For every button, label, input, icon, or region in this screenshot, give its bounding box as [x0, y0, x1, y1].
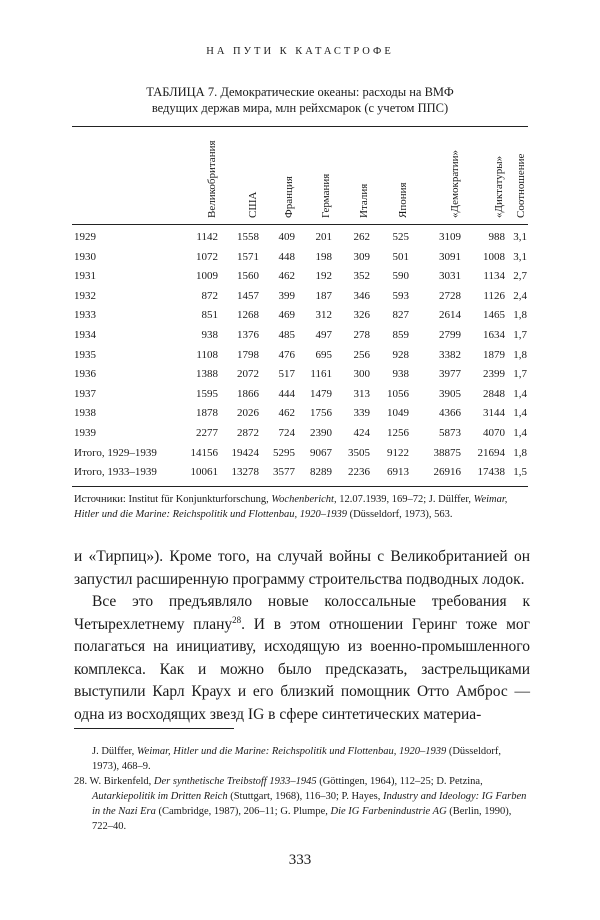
footnote-rule	[74, 728, 234, 729]
table-cell-japan: 501	[392, 250, 409, 263]
table-cell-ratio: 1,5	[513, 466, 527, 479]
column-header-japan: Япония	[397, 182, 409, 218]
column-header-germany: Германия	[320, 173, 332, 218]
table-cell-italy: 262	[353, 231, 370, 243]
table-cell-ratio: 1,4	[513, 427, 527, 439]
body-text	[74, 546, 530, 726]
column-header-uk: Великобритания	[206, 140, 218, 218]
table-cell-france: 724	[278, 427, 295, 439]
table-cell-ratio: 3,1	[513, 250, 527, 263]
table-cell-dictatorships: 3144	[483, 407, 505, 420]
table-cell-france: 462	[278, 270, 295, 283]
table-cell-japan: 1256	[387, 427, 409, 439]
table-cell-dictatorships: 21694	[477, 446, 505, 459]
table-cell-italy: 313	[353, 387, 370, 400]
table-row-label: Итого, 1929–1939	[74, 446, 157, 459]
table-cell-uk: 1142	[196, 231, 218, 243]
table-row-label: 1936	[74, 368, 96, 381]
column-header-italy: Италия	[358, 183, 370, 218]
table-cell-uk: 938	[201, 329, 218, 341]
table-cell-democracies: 3091	[439, 250, 461, 263]
table-cell-democracies: 26916	[433, 466, 461, 479]
table-cell-dictatorships: 4070	[483, 427, 505, 439]
table-cell-uk: 14156	[190, 446, 218, 459]
table-cell-ratio: 1,8	[513, 309, 527, 322]
paragraph-1: и «Тирпиц»). Кроме того, на случай войны с Великобританией он запустил расширенную программу строительства подводных лодок.	[74, 548, 530, 588]
table-cell-italy: 278	[353, 329, 370, 341]
table-row-label: Итого, 1933–1939	[74, 466, 157, 479]
table-cell-ratio: 1,8	[513, 446, 527, 459]
table-cell-ratio: 3,1	[513, 231, 527, 243]
table-caption-line-1: ТАБЛИЦА 7. Демократические океаны: расходы на ВМФ	[146, 85, 454, 99]
table-bottom-rule	[72, 486, 528, 487]
table-cell-france: 399	[278, 289, 295, 302]
table-cell-democracies: 2799	[439, 329, 461, 341]
running-head: НА ПУТИ К КАТАСТРОФЕ	[206, 46, 394, 57]
table-cell-germany: 695	[315, 348, 332, 361]
table-cell-ratio: 1,8	[513, 348, 527, 361]
table-cell-democracies: 3977	[439, 368, 461, 381]
table-cell-germany: 497	[315, 329, 332, 341]
table-cell-uk: 1108	[196, 348, 218, 361]
table-cell-italy: 326	[353, 309, 370, 322]
table-cell-usa: 1560	[237, 270, 259, 283]
footnotes	[74, 744, 530, 834]
table-cell-france: 409	[278, 231, 295, 243]
table-cell-japan: 928	[392, 348, 409, 361]
table-cell-dictatorships: 1126	[483, 289, 505, 302]
table-row-label: 1939	[74, 427, 96, 439]
table-cell-japan: 938	[392, 368, 409, 381]
table-cell-france: 462	[278, 407, 295, 420]
table-row-label: 1934	[74, 329, 96, 341]
table-cell-ratio: 2,7	[513, 270, 527, 283]
table-cell-germany: 2390	[310, 427, 332, 439]
table-cell-germany: 201	[315, 231, 332, 243]
table-cell-uk: 1595	[196, 387, 218, 400]
table-cell-japan: 859	[392, 329, 409, 341]
table-cell-usa: 1457	[237, 289, 259, 302]
table-cell-japan: 593	[392, 289, 409, 302]
sources-work-1: Wochenbericht	[271, 494, 334, 505]
table-top-rule	[72, 126, 528, 127]
column-header-ratio: Соотношение	[515, 153, 527, 218]
table-cell-democracies: 3031	[439, 270, 461, 283]
table-cell-uk: 10061	[190, 466, 218, 479]
table-cell-japan: 1056	[387, 387, 409, 400]
table-cell-japan: 6913	[387, 466, 409, 479]
table-cell-italy: 346	[353, 289, 370, 302]
table-cell-japan: 827	[392, 309, 409, 322]
table-cell-germany: 187	[315, 289, 332, 302]
table-row-label: 1933	[74, 309, 96, 322]
table-cell-germany: 1161	[310, 368, 332, 381]
table-row-label: 1931	[74, 270, 96, 283]
table-cell-uk: 2277	[196, 427, 218, 439]
table-cell-japan: 9122	[387, 446, 409, 459]
table-row-label: 1930	[74, 250, 96, 263]
table-cell-germany: 312	[315, 309, 332, 322]
column-header-dictatorships: «Диктатуры»	[493, 155, 505, 218]
table-caption-line-2: ведущих держав мира, млн рейхсмарок (с учетом ППС)	[151, 101, 449, 115]
table-cell-italy: 339	[353, 407, 370, 420]
table-cell-democracies: 3905	[439, 387, 461, 400]
paragraph-2: Все это предъявляло новые колоссальные требования к Четырехлетнему плану$^{28}$. И в этом отношении Геринг тоже мог полагаться на инициативу, исходящую из военно-промышленного комплекса. Как и можно было предсказать, застрельщиками выступили Карл Краух и его близкий помощник Отто Амброс — одна из восходящих звезд IG в сфере синтетических материа-	[74, 593, 530, 723]
table-cell-japan: 1049	[387, 407, 409, 420]
table-cell-france: 517	[278, 368, 295, 381]
table-cell-france: 3577	[273, 466, 295, 479]
table-cell-democracies: 4366	[439, 407, 461, 420]
column-header-democracies: «Демократии»	[449, 149, 461, 218]
table-cell-usa: 13278	[231, 466, 259, 479]
table-cell-germany: 1756	[310, 407, 332, 420]
table-cell-germany: 192	[315, 270, 332, 283]
table-cell-dictatorships: 1134	[483, 270, 505, 283]
table-cell-germany: 198	[315, 250, 332, 263]
table-cell-ratio: 2,4	[513, 289, 527, 302]
table-cell-france: 448	[278, 250, 295, 263]
table-cell-democracies: 3109	[439, 231, 461, 243]
table-cell-dictatorships: 17438	[477, 466, 505, 479]
table-cell-france: 485	[278, 329, 295, 341]
table-cell-uk: 1072	[196, 250, 218, 263]
table-cell-germany: 8289	[310, 466, 332, 479]
sources-label: Источники:	[74, 494, 126, 505]
table-cell-france: 476	[278, 348, 295, 361]
table-cell-ratio: 1,7	[513, 329, 527, 341]
table-cell-france: 469	[278, 309, 295, 322]
table-cell-uk: 1388	[196, 368, 218, 381]
table-cell-italy: 256	[353, 348, 370, 361]
table-cell-italy: 352	[353, 270, 370, 283]
table-header-rule	[72, 224, 528, 225]
table-cell-dictatorships: 1008	[483, 250, 505, 263]
table-row-label: 1929	[74, 231, 96, 243]
table-cell-dictatorships: 988	[488, 231, 505, 243]
table-cell-democracies: 38875	[433, 446, 461, 459]
table-cell-italy: 424	[353, 427, 370, 439]
footnote-28: 28. W. Birkenfeld, Der synthetische Treibstoff 1933–1945 (Göttingen, 1964), 112–25; D. Petzina, Autarkiepolitik im Dritten Reich (Stuttgart, 1968), 116–30; P. Hayes, Industry and Ideology: IG Farben in the Nazi Era (Cambridge, 1987), 206–11; G. Plumpe, Die IG Farbenindustrie AG (Berlin, 1990), 722–40.	[74, 776, 527, 832]
table-cell-germany: 9067	[310, 446, 332, 459]
table-row-label: 1932	[74, 289, 96, 302]
table-cell-usa: 1798	[237, 348, 259, 361]
page-number: 333	[288, 852, 312, 868]
table-cell-dictatorships: 2848	[483, 387, 505, 400]
table-cell-democracies: 2614	[439, 309, 461, 322]
table-cell-usa: 1376	[237, 329, 259, 341]
table-cell-democracies: 2728	[439, 289, 461, 302]
table-cell-democracies: 5873	[439, 427, 461, 439]
table-row-label: 1937	[74, 387, 96, 400]
table-cell-uk: 1878	[196, 407, 218, 420]
column-header-france: Франция	[283, 176, 295, 218]
table-cell-usa: 19424	[231, 446, 259, 459]
table-cell-uk: 1009	[196, 270, 218, 283]
table-cell-democracies: 3382	[439, 348, 461, 361]
table-sources: Источники: Institut für Konjunkturforschung, Wochenbericht, 12.07.1939, 169–72; J. Dülffer, Weimar, Hitler und die Marine: Reichspolitik und Flottenbau, 1920–1939 (Düsseldorf, 1973), 563.	[74, 494, 508, 520]
table-cell-dictatorships: 1879	[483, 348, 505, 361]
table-cell-dictatorships: 1634	[483, 329, 505, 341]
table-cell-uk: 872	[201, 289, 218, 302]
table-cell-usa: 1268	[237, 309, 259, 322]
column-header-usa: США	[247, 191, 259, 218]
table-cell-dictatorships: 2399	[483, 368, 505, 381]
table-row-label: 1938	[74, 407, 96, 420]
table-cell-usa: 1558	[237, 231, 259, 243]
table-cell-usa: 1571	[237, 250, 259, 263]
table-cell-ratio: 1,4	[513, 387, 527, 400]
table-cell-japan: 525	[392, 231, 409, 243]
table-cell-italy: 3505	[348, 446, 370, 459]
table-cell-italy: 300	[353, 368, 370, 381]
footnote-ref-28[interactable]: 28	[232, 614, 242, 625]
sources-work-2: Weimar, Hitler und die Marine: Reichspolitik und Flottenbau, 1920–1939	[74, 494, 508, 520]
table-cell-germany: 1479	[310, 387, 332, 400]
table-row-label: 1935	[74, 348, 96, 361]
table-cell-japan: 590	[392, 270, 409, 283]
table-cell-usa: 2872	[237, 427, 259, 439]
table-cell-usa: 1866	[237, 387, 259, 400]
table-cell-usa: 2072	[237, 368, 259, 381]
table-cell-ratio: 1,7	[513, 368, 527, 381]
footnote-continuation: J. Dülffer, Weimar, Hitler und die Marine: Reichspolitik und Flottenbau, 1920–1939 (Düsseldorf, 1973), 468–9.	[92, 746, 502, 772]
table-cell-france: 444	[278, 387, 295, 400]
table-cell-italy: 2236	[348, 466, 370, 479]
table-cell-dictatorships: 1465	[483, 309, 505, 322]
table-cell-ratio: 1,4	[513, 407, 527, 420]
table-cell-usa: 2026	[237, 407, 259, 420]
table-caption	[60, 84, 540, 116]
table-cell-france: 5295	[273, 446, 295, 459]
table-cell-uk: 851	[201, 309, 218, 322]
table-cell-italy: 309	[353, 250, 370, 263]
